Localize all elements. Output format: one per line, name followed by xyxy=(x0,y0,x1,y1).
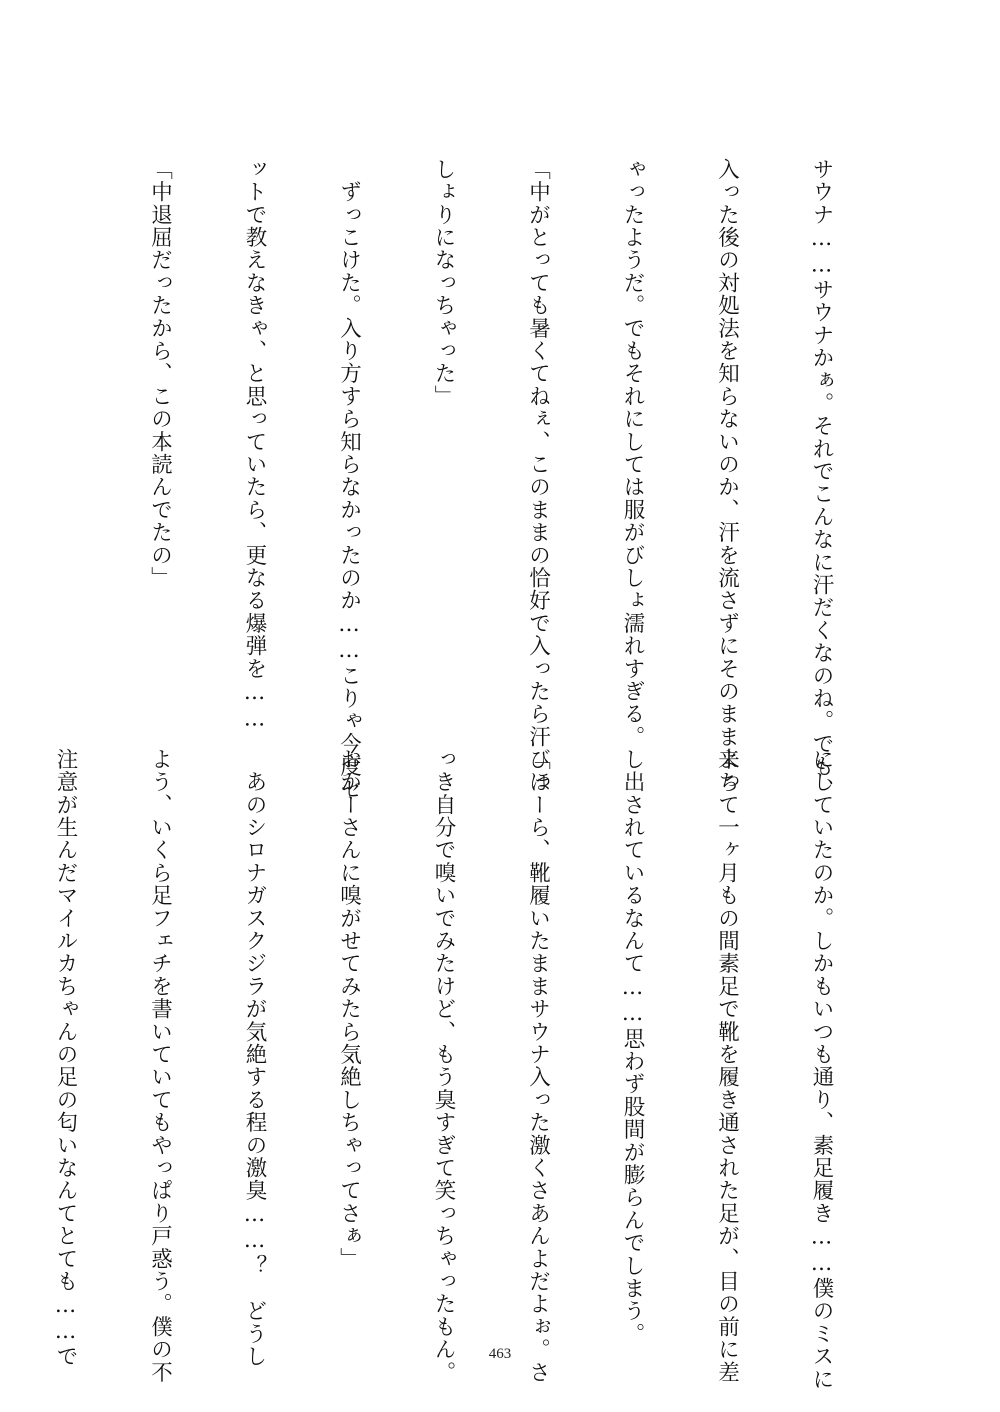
text-line: っき自分で嗅いでみたけど、もう臭すぎて笑っちゃったもん。 xyxy=(431,748,456,1384)
text-line: しょりになっちゃった」 xyxy=(431,158,456,408)
text-line: おかーさんに嗅がせてみたら気絶しちゃってさぁ」 xyxy=(336,748,362,1271)
text-line: 入った後の対処法を知らないのか、汗を流さずにそのまま来ち xyxy=(714,158,740,794)
text-line: にしていたのか。しかもいつも通り、素足履き……僕のミスに xyxy=(809,748,834,1391)
text-line-blank xyxy=(50,158,82,698)
text-line: 「中がとっても暑くてねぇ、このままの恰好で入ったら汗びっ xyxy=(525,158,551,794)
text-line: よう、いくら足フェチを書いていてもやっぱり戸惑う。僕の不 xyxy=(147,748,173,1384)
text-line: サウナ……サウナかぁ。それでこんなに汗だくなのね。でも、 xyxy=(809,158,834,801)
top-text-block xyxy=(0,158,900,801)
text-line: あのシロナガスクジラが気絶する程の激臭……？ どうし xyxy=(242,748,267,1368)
text-line: 「ほーら、靴履いたままサウナ入った激くさあんよだよぉ。さ xyxy=(525,748,551,1384)
text-line: よって一ヶ月もの間素足で靴を履き通された足が、目の前に差 xyxy=(714,748,740,1384)
page-number: 463 xyxy=(488,1346,512,1362)
text-line: ずっこけた。入り方すら知らなかったのか……こりゃ今度セ xyxy=(336,158,362,801)
text-line: し出されているなんて……思わず股間が膨らんでしまう。 xyxy=(620,748,645,1346)
text-line: 注意が生んだマイルカちゃんの足の匂いなんてとても……で xyxy=(53,748,78,1368)
text-line: 「中退屈だったから、この本読んでたの」 xyxy=(147,158,173,590)
text-line: ゃったようだ。でもそれにしては服がびしょ濡れすぎる。 xyxy=(620,158,645,749)
text-line: ットで教えなきゃ、と思っていたら、更なる爆弾を…… xyxy=(242,158,267,733)
